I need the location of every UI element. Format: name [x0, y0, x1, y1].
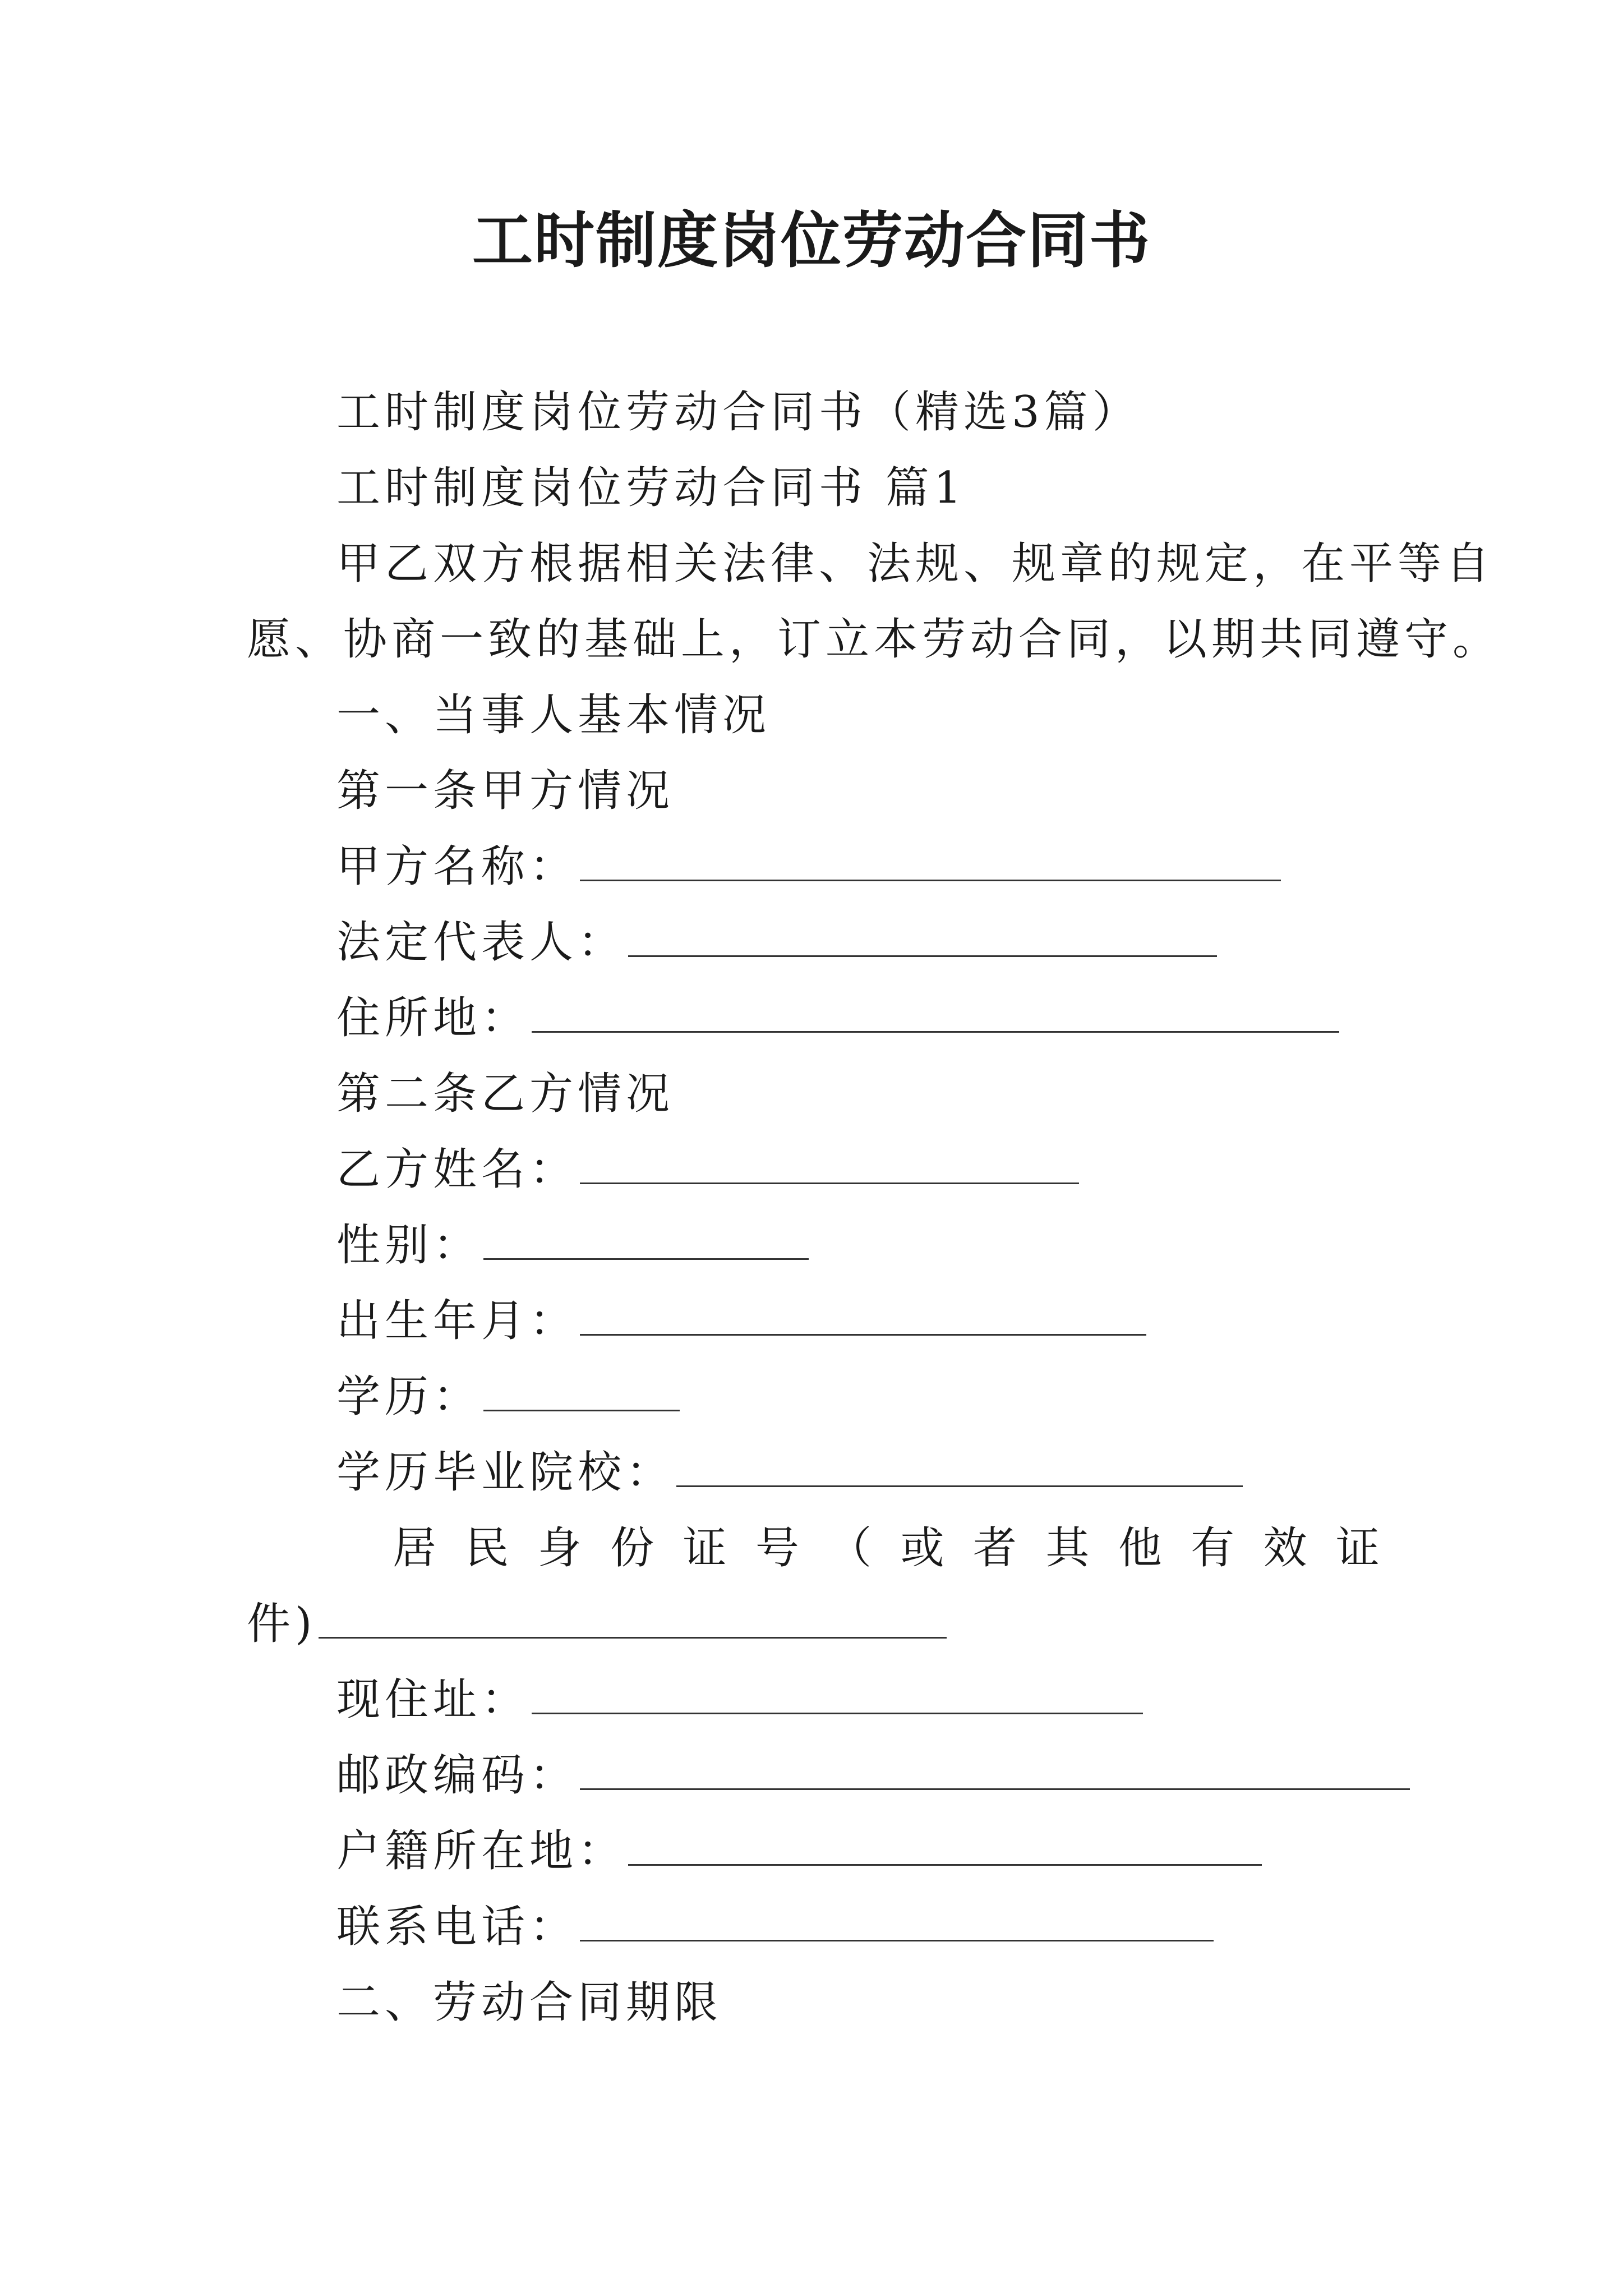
char: 他	[1118, 1523, 1162, 1573]
field-label: 乙方姓名：	[336, 1144, 578, 1195]
char: 身	[537, 1523, 582, 1573]
fill-blank[interactable]	[483, 1214, 809, 1260]
fill-blank[interactable]	[580, 836, 1281, 881]
fill-blank[interactable]	[628, 1820, 1262, 1866]
field-label: 件)	[247, 1599, 317, 1649]
field-domicile	[336, 987, 1339, 1049]
field-label: 甲方名称：	[336, 841, 578, 892]
char: 证	[1335, 1523, 1380, 1573]
char: 者	[973, 1523, 1017, 1573]
clause-heading: 第一条甲方情况	[336, 766, 675, 816]
char: 有	[1191, 1523, 1235, 1573]
fill-blank[interactable]	[580, 1896, 1214, 1941]
char: 证	[683, 1523, 727, 1573]
fill-blank[interactable]	[483, 1366, 680, 1411]
char: 其	[1045, 1523, 1090, 1573]
field-birth	[336, 1290, 1146, 1352]
field-label: 法定代表人：	[336, 917, 626, 968]
paragraph-line: 愿、协商一致的基础上，订立本劳动合同，以期共同遵守。	[247, 614, 1501, 665]
fill-blank[interactable]	[532, 1669, 1143, 1714]
field-gender	[336, 1214, 809, 1276]
field-address	[336, 1669, 1143, 1731]
field-party-a-name	[336, 836, 1281, 898]
fill-blank[interactable]	[319, 1593, 947, 1639]
section-heading: 一、当事人基本情况	[336, 690, 771, 740]
fill-blank[interactable]	[580, 1139, 1079, 1184]
field-label: 联系电话：	[336, 1902, 578, 1952]
field-phone	[336, 1896, 1214, 1958]
field-label: 户籍所在地：	[336, 1826, 626, 1876]
fill-blank[interactable]	[628, 912, 1217, 957]
section-heading: 二、劳动合同期限	[336, 1977, 723, 2028]
field-school	[336, 1442, 1243, 1503]
field-label: 现住址：	[336, 1674, 530, 1725]
char: 号	[755, 1523, 799, 1573]
char: 居	[393, 1523, 437, 1573]
char: 或	[900, 1523, 944, 1573]
char: 份	[610, 1523, 654, 1573]
field-postcode	[336, 1745, 1410, 1806]
char: 效	[1263, 1523, 1307, 1573]
field-label: 邮政编码：	[336, 1750, 578, 1801]
document-title: 工时制度岗位劳动合同书	[472, 206, 1151, 276]
fill-blank[interactable]	[580, 1745, 1410, 1790]
subtitle-line: 工时制度岗位劳动合同书（精选3篇）	[336, 387, 1141, 438]
field-label: 住所地：	[336, 993, 530, 1043]
paragraph-line: 甲乙双方根据相关法律、法规、规章的规定，在平等自	[336, 539, 1495, 589]
field-household	[336, 1820, 1262, 1882]
char: （	[828, 1523, 872, 1573]
clause-heading: 第二条乙方情况	[336, 1069, 675, 1119]
field-label: 学历：	[336, 1372, 482, 1422]
field-legal-rep	[336, 912, 1217, 973]
fill-blank[interactable]	[580, 1290, 1146, 1336]
char: 民	[465, 1523, 509, 1573]
field-label: 学历毕业院校：	[336, 1447, 675, 1498]
field-label: 出生年月：	[336, 1296, 578, 1346]
field-party-b-name	[336, 1139, 1079, 1200]
section-heading: 工时制度岗位劳动合同书 篇1	[336, 463, 966, 513]
fill-blank[interactable]	[532, 987, 1339, 1033]
field-label: 性别：	[336, 1220, 482, 1271]
id-number-line	[393, 1517, 1380, 1579]
field-id-number	[247, 1593, 947, 1655]
field-education	[336, 1366, 680, 1428]
fill-blank[interactable]	[676, 1442, 1243, 1487]
